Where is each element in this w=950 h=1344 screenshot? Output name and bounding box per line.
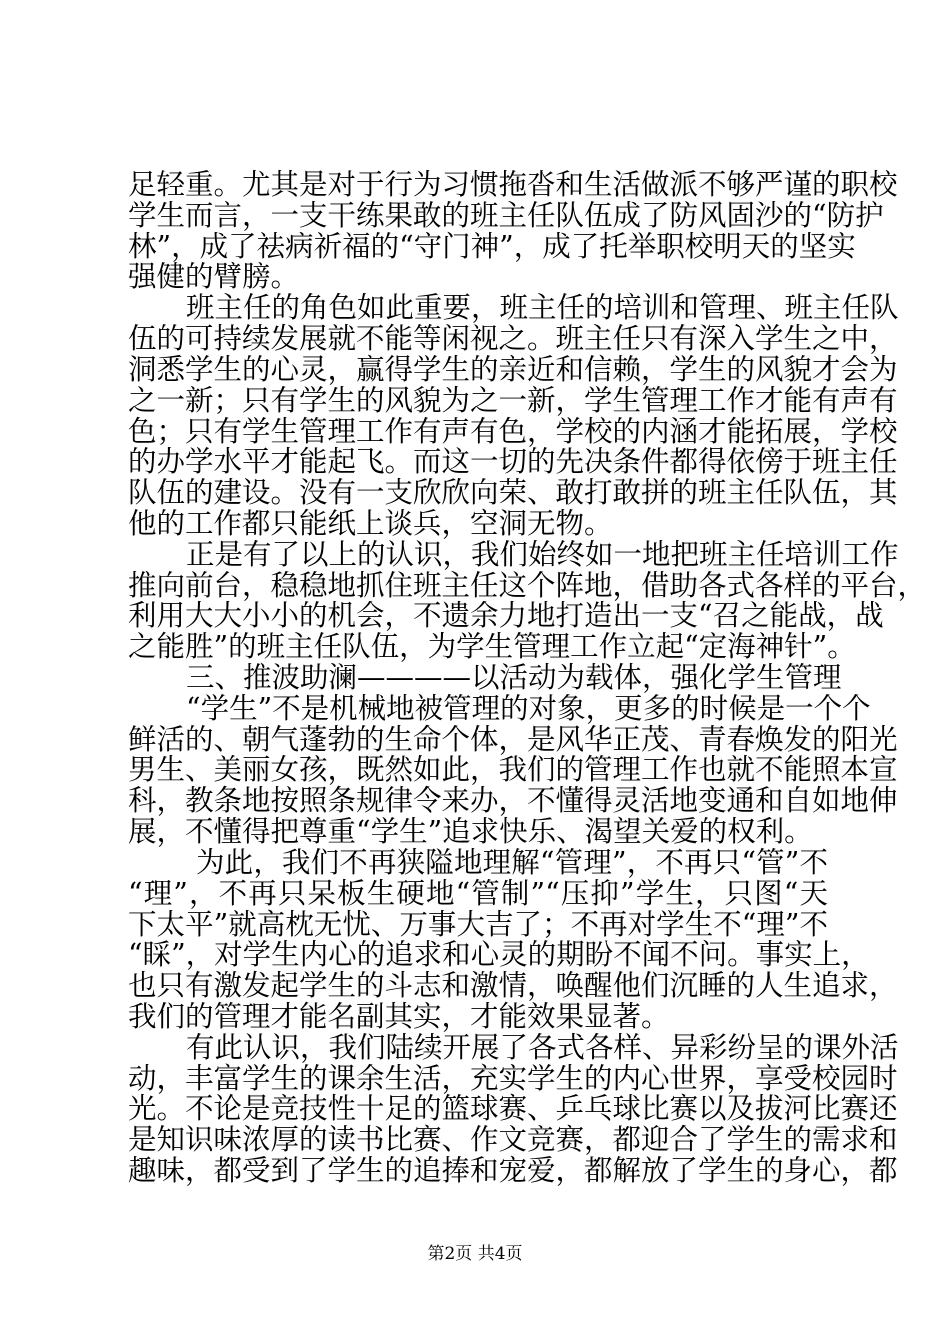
text-line: 也只有激发起学生的斗志和激情，唤醒他们沉睡的人生追求， — [128, 969, 898, 1002]
text-line: 我们的管理才能名副其实，才能效果显著。 — [128, 1000, 670, 1033]
text-line: 下太平”就高枕无忧、万事大吉了；不再对学生不“理”不 — [128, 908, 828, 941]
text-line: 男生、美丽女孩，既然如此，我们的管理工作也就不能照本宣 — [128, 753, 898, 786]
text-line: 趣味，都受到了学生的追捧和宠爱，都解放了学生的身心，都 — [128, 1154, 898, 1187]
text-line: “睬”，对学生内心的追求和心灵的期盼不闻不问。事实上， — [128, 938, 870, 971]
text-line: 之能胜”的班主任队伍，为学生管理工作立起“定海神针”。 — [128, 630, 856, 663]
text-line: 是知识味浓厚的读书比赛、作文竞赛，都迎合了学生的需求和 — [128, 1123, 898, 1156]
text-line: 光。不论是竞技性十足的篮球赛、乒乓球比赛以及拔河比赛还 — [128, 1092, 898, 1125]
text-line: 强健的臂膀。 — [128, 260, 300, 293]
text-line: 班主任的角色如此重要，班主任的培训和管理、班主任队 — [186, 291, 899, 324]
text-line: 之一新；只有学生的风貌为之一新，学生管理工作才能有声有 — [128, 384, 898, 417]
text-line: 三、推波助澜————以活动为载体，强化学生管理 — [186, 661, 842, 694]
text-line: 为此，我们不再狭隘地理解“管理”，不再只“管”不 — [196, 846, 828, 879]
text-line: 利用大大小小的机会，不遗余力地打造出一支“召之能战，战 — [128, 599, 884, 632]
text-line: 林”，成了祛病祈福的“守门神”，成了托举职校明天的坚实 — [128, 230, 856, 263]
page-footer: 第2页 共4页 — [427, 1244, 523, 1264]
text-line: 科，教条地按照条规律令来办，不懂得灵活地变通和自如地伸 — [128, 784, 898, 817]
text-line: 队伍的建设。没有一支欣欣向荣、敢打敢拼的班主任队伍，其 — [128, 476, 898, 509]
text-line: 推向前台，稳稳地抓住班主任这个阵地，借助各式各样的平台， — [128, 569, 927, 602]
text-line: 色；只有学生管理工作有声有色，学校的内涵才能拓展，学校 — [128, 415, 898, 448]
text-line: 足轻重。尤其是对于行为习惯拖沓和生活做派不够严谨的职校 — [128, 168, 898, 201]
text-line: 有此认识，我们陆续开展了各式各样、异彩纷呈的课外活 — [186, 1031, 899, 1064]
text-line: 伍的可持续发展就不能等闲视之。班主任只有深入学生之中， — [128, 322, 898, 355]
text-line: 他的工作都只能纸上谈兵，空洞无物。 — [128, 507, 613, 540]
text-line: 正是有了以上的认识，我们始终如一地把班主任培训工作 — [186, 538, 899, 571]
text-line: 的办学水平才能起飞。而这一切的先决条件都得依傍于班主任 — [128, 445, 898, 478]
text-line: “学生”不是机械地被管理的对象，更多的时候是一个个 — [186, 692, 871, 725]
text-line: 展，不懂得把尊重“学生”追求快乐、渴望关爱的权利。 — [128, 815, 813, 848]
text-line: 动，丰富学生的课余生活，充实学生的内心世界，享受校园时 — [128, 1062, 898, 1095]
text-line: 洞悉学生的心灵，赢得学生的亲近和信赖，学生的风貌才会为 — [128, 353, 898, 386]
text-line: “理”，不再只呆板生硬地“管制”“压抑”学生，只图“天 — [128, 877, 828, 910]
text-line: 鲜活的、朝气蓬勃的生命个体，是风华正茂、青春焕发的阳光 — [128, 723, 898, 756]
text-line: 学生而言，一支干练果敢的班主任队伍成了防风固沙的“防护 — [128, 199, 884, 232]
